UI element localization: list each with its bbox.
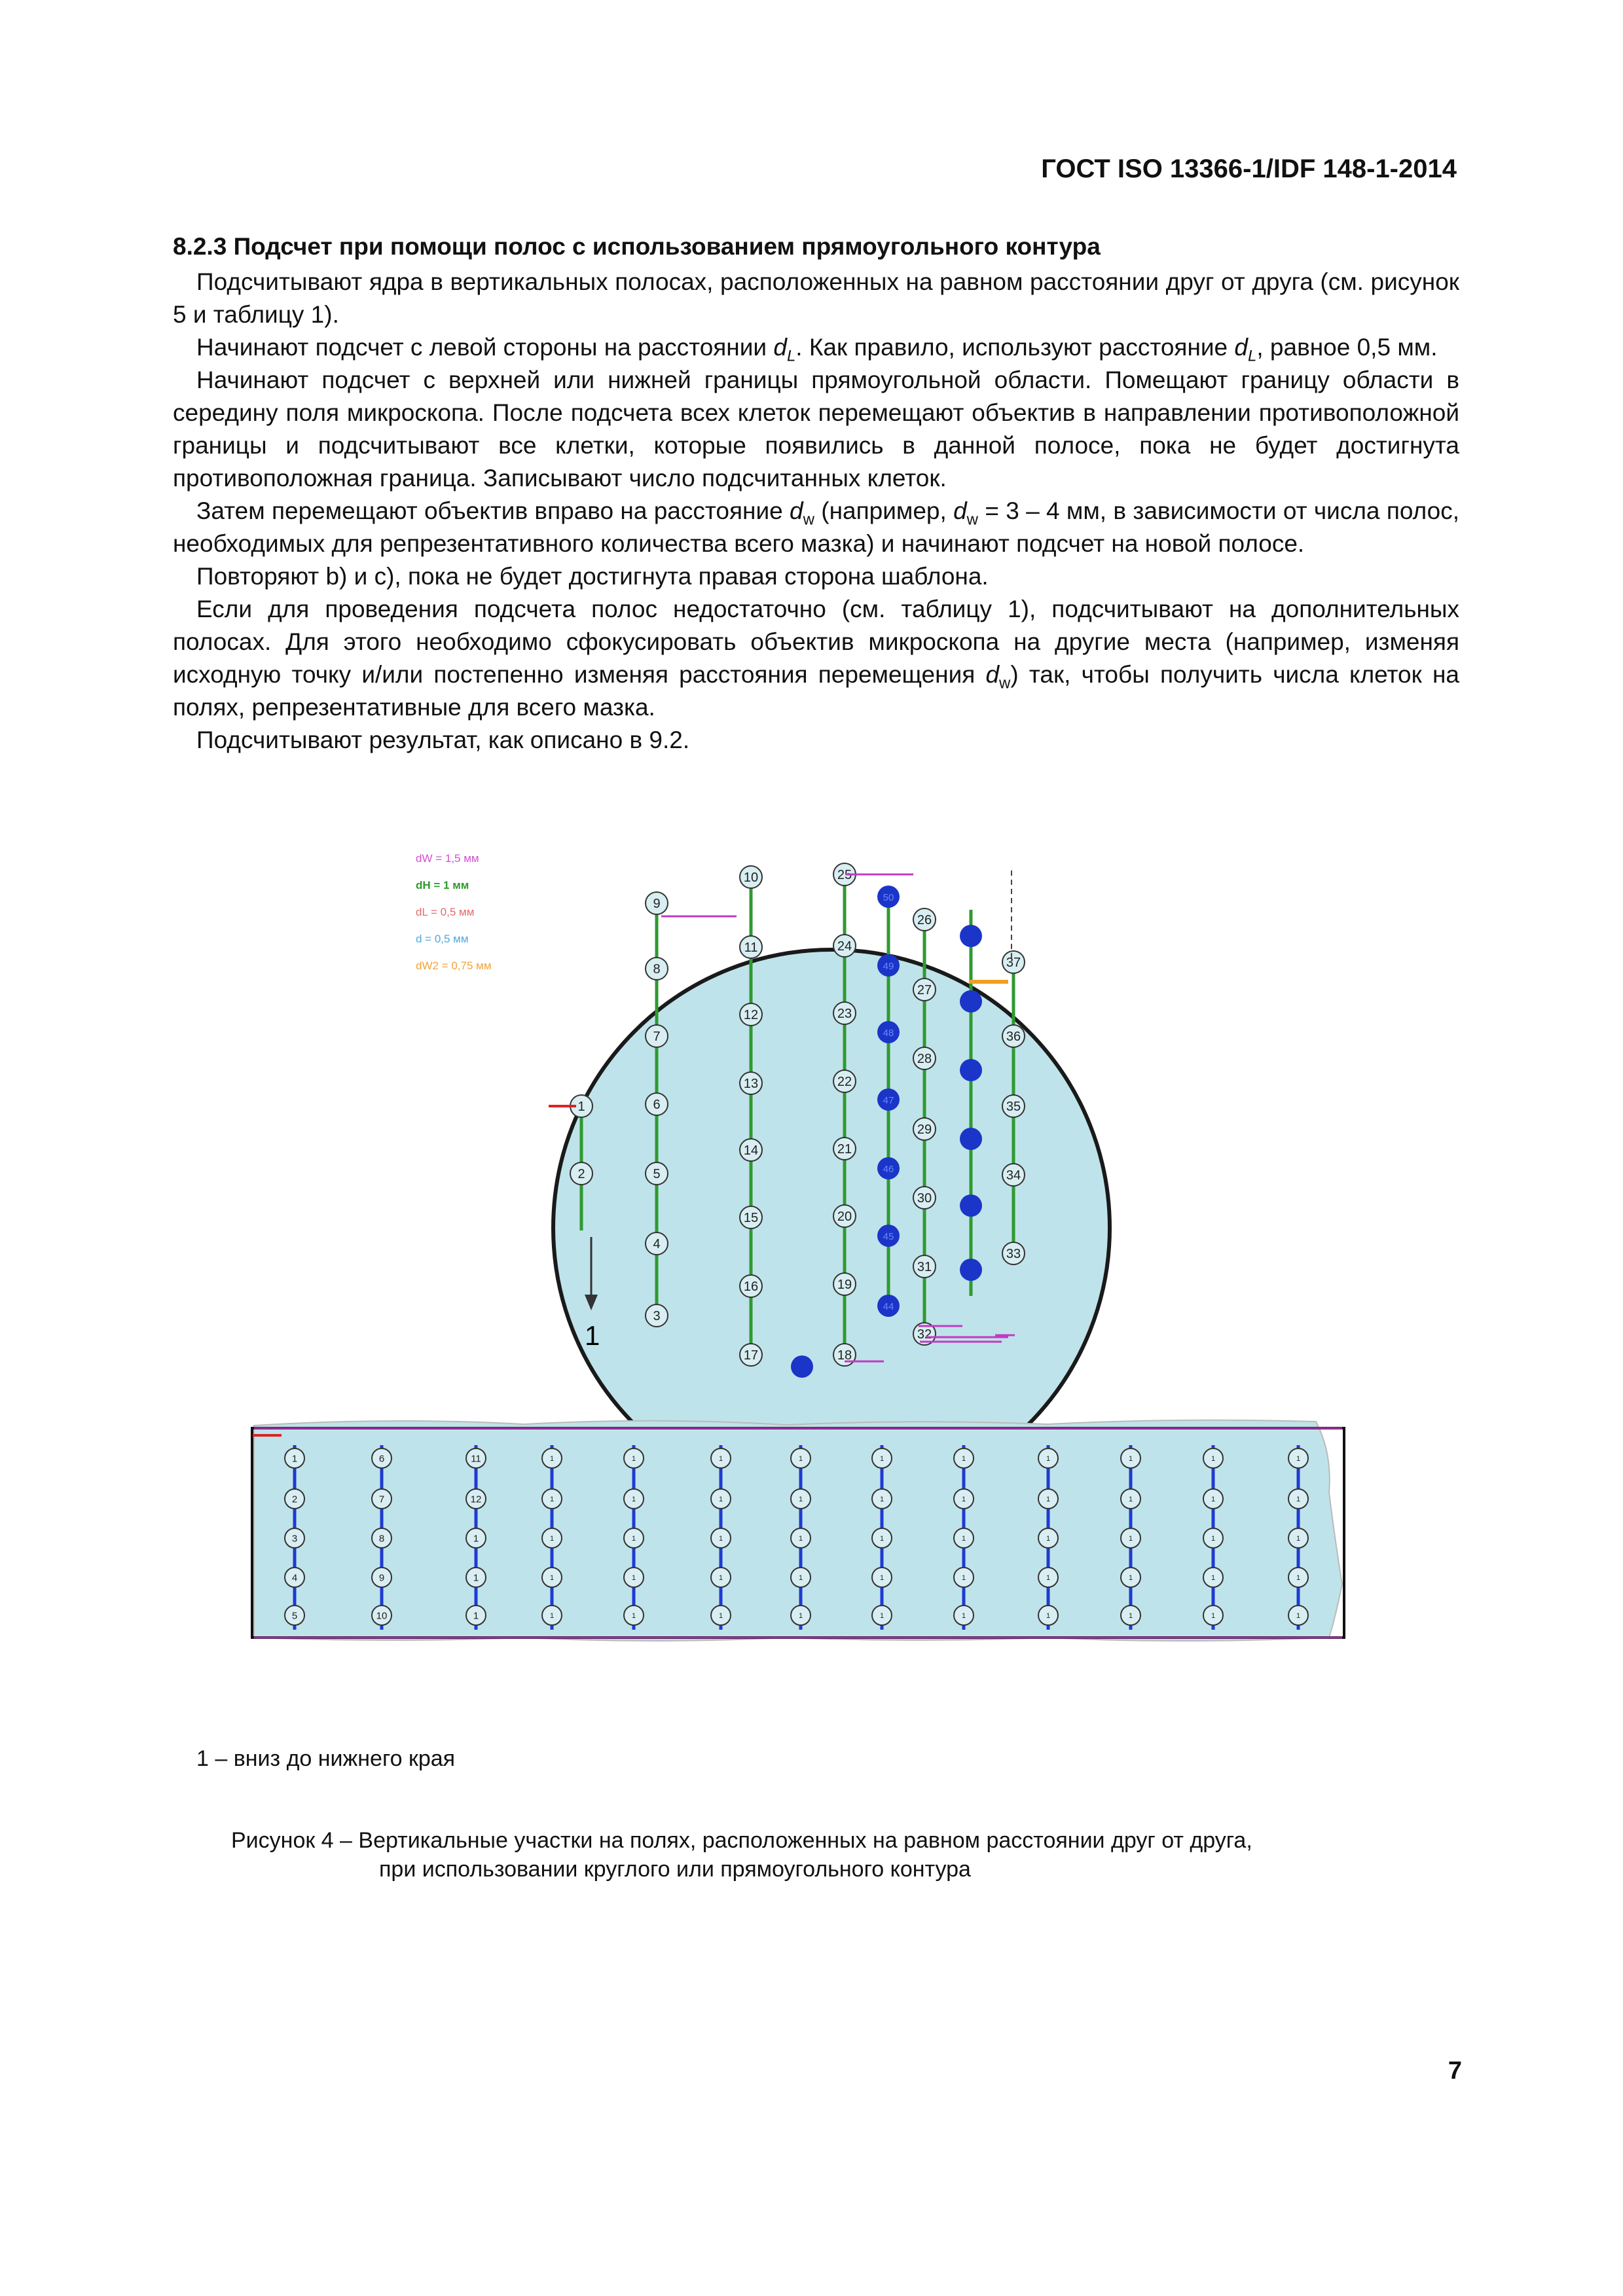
paragraph-4: Затем перемещают объектив вправо на расстояние $d_w$ (например, $d_w = 3 - 4$ мм, в зависимости от числа полос, необходимых для репрезентативного количества всего мазка) и начинают подсчет на новой полосе. [173, 497, 1459, 557]
count-marker-label: 22 [837, 1075, 852, 1090]
count-marker-label: 1 [879, 1495, 884, 1503]
count-marker-label: 1 [718, 1611, 723, 1620]
count-marker-label: 24 [837, 939, 852, 954]
paragraph-6: Если для проведения подсчета полос недостаточно (см. таблицу 1), подсчитывают на дополнительных полосах. Для этого необходимо сфокусировать объектив микроскопа на другие места (например, изменяя исходную точку и/или постепенно изменяя расстояния перемещения $d_w$) так, чтобы получить числа клеток на полях, репрезентативные для всего мазка. [173, 596, 1460, 721]
count-marker-label: 1 [1046, 1573, 1051, 1582]
count-marker-label: 1 [961, 1495, 966, 1503]
count-marker-label: 17 [743, 1348, 759, 1363]
legend-dl: dL = 0,5 мм [416, 906, 475, 918]
count-marker-label: 4 [291, 1572, 298, 1584]
count-marker-label: 1 [1046, 1454, 1051, 1463]
counted-cell-label: 49 [883, 961, 894, 972]
count-marker-label: 30 [917, 1191, 932, 1206]
count-marker-label: 1 [1046, 1611, 1051, 1620]
counted-cell-dot [960, 1059, 982, 1081]
counted-cell-dot [960, 990, 982, 1013]
count-marker-label: 8 [378, 1533, 385, 1545]
counted-cell-label: 46 [883, 1164, 894, 1175]
count-marker-label: 1 [718, 1454, 723, 1463]
count-marker-label: 7 [378, 1494, 385, 1505]
count-marker-label: 1 [1128, 1534, 1133, 1543]
count-marker-label: 1 [718, 1573, 723, 1582]
count-marker-label: 6 [378, 1453, 385, 1465]
count-marker-label: 25 [837, 868, 852, 883]
count-marker-label: 1 [961, 1534, 966, 1543]
count-marker-label: 1 [718, 1495, 723, 1503]
count-marker-label: 1 [577, 1100, 585, 1115]
count-marker-label: 11 [471, 1453, 481, 1465]
paragraph-1: Подсчитывают ядра в вертикальных полосах, расположенных на равном расстоянии друг от друга (см. рисунок 5 и таблицу 1). [173, 268, 1459, 328]
count-marker-label: 1 [798, 1573, 803, 1582]
count-marker-label: 8 [653, 962, 661, 977]
count-marker-label: 1 [631, 1495, 636, 1503]
count-marker-label: 4 [653, 1237, 661, 1252]
count-marker-label: 1 [718, 1534, 723, 1543]
count-marker-label: 1 [1211, 1454, 1216, 1463]
count-marker-label: 12 [470, 1494, 482, 1505]
figure-4 [0, 812, 1623, 1761]
count-marker-label: 13 [743, 1077, 759, 1092]
count-marker-label: 31 [917, 1260, 932, 1275]
count-marker-label: 1 [291, 1453, 298, 1465]
counted-cell-dot [960, 1194, 982, 1217]
section-8-2-3 [173, 230, 1459, 757]
count-marker-label: 1 [631, 1454, 636, 1463]
caption-line-2: при использовании круглого или прямоугольного контура [379, 1857, 971, 1882]
count-marker-label: 16 [743, 1280, 759, 1295]
counted-cell-label: 45 [883, 1231, 894, 1242]
count-marker-label: 10 [376, 1610, 388, 1622]
count-marker-label: 28 [917, 1052, 932, 1067]
paragraph-3: Начинают подсчет с верхней или нижней границы прямоугольной области. Помещают границу области в середину поля микроскопа. После подсчета всех клеток перемещают объектив в направлении противоположной границы и подсчитывают все клетки, которые появились в данной полосе, пока не будет достигнута противоположная граница. Записывают число подсчитанных клеток. [173, 367, 1459, 492]
count-marker-label: 1 [473, 1610, 479, 1622]
count-marker-label: 1 [473, 1533, 479, 1545]
count-marker-label: 1 [1211, 1495, 1216, 1503]
legend-dh: dH = 1 мм [416, 879, 469, 891]
page-number: 7 [1448, 2057, 1462, 2085]
count-marker-label: 7 [653, 1030, 661, 1045]
figure-legend-note: 1 – вниз до нижнего края [196, 1746, 456, 1771]
legend-d: d = 0,5 мм [416, 933, 469, 945]
count-marker-label: 15 [743, 1211, 759, 1226]
count-marker-label: 1 [879, 1534, 884, 1543]
legend-dw: dW = 1,5 мм [416, 852, 479, 865]
counted-cell-label: 50 [883, 892, 894, 903]
count-marker-label: 12 [743, 1008, 759, 1023]
count-marker-label: 1 [631, 1611, 636, 1620]
count-marker-label: 11 [744, 941, 758, 956]
counted-cell-dot [960, 925, 982, 947]
count-marker-label: 1 [549, 1611, 555, 1620]
count-marker-label: 33 [1006, 1247, 1021, 1262]
count-marker-label: 23 [837, 1007, 852, 1022]
count-marker-label: 21 [837, 1142, 852, 1157]
paragraph-2: Начинают подсчет с левой стороны на расстоянии $d_L$. Как правило, используют расстояние $d_L$, равное 0,5 мм. [196, 334, 1438, 365]
count-marker-label: 34 [1006, 1168, 1021, 1183]
count-marker-label: 1 [798, 1495, 803, 1503]
count-marker-label: 1 [798, 1611, 803, 1620]
count-marker-label: 19 [837, 1278, 852, 1293]
count-marker-label: 2 [291, 1494, 298, 1505]
count-marker-label: 1 [1296, 1454, 1301, 1463]
count-marker-label: 1 [549, 1534, 555, 1543]
count-marker-label: 18 [837, 1348, 852, 1363]
count-marker-label: 32 [917, 1327, 932, 1342]
counted-cell-label: 48 [883, 1028, 894, 1039]
count-marker-label: 1 [1046, 1534, 1051, 1543]
count-marker-label: 1 [798, 1534, 803, 1543]
count-marker-label: 1 [1211, 1611, 1216, 1620]
count-marker-label: 9 [653, 897, 661, 912]
count-marker-label: 37 [1006, 956, 1021, 971]
count-marker-label: 2 [577, 1167, 585, 1182]
count-marker-label: 1 [1296, 1573, 1301, 1582]
count-marker-label: 1 [1211, 1573, 1216, 1582]
count-marker-label: 1 [879, 1573, 884, 1582]
count-marker-label: 1 [798, 1454, 803, 1463]
counted-cell-label: 47 [883, 1095, 894, 1106]
count-marker-label: 14 [743, 1143, 759, 1158]
count-marker-label: 1 [961, 1573, 966, 1582]
document-code: ГОСТ ISO 13366-1/IDF 148-1-2014 [1041, 154, 1457, 183]
counted-cell-label: 44 [883, 1301, 894, 1312]
count-marker-label: 27 [917, 983, 932, 998]
count-marker-label: 5 [653, 1167, 661, 1182]
count-marker-label: 35 [1006, 1100, 1021, 1115]
paragraph-7: Подсчитывают результат, как описано в 9.2. [196, 726, 690, 753]
count-marker-label: 1 [1046, 1495, 1051, 1503]
count-marker-label: 1 [1296, 1495, 1301, 1503]
count-marker-label: 1 [631, 1534, 636, 1543]
figure-legend [416, 852, 492, 972]
count-marker-label: 1 [1128, 1611, 1133, 1620]
count-marker-label: 1 [879, 1454, 884, 1463]
counted-cell-dot [960, 1259, 982, 1281]
count-marker-label: 6 [653, 1098, 661, 1113]
legend-dw2: dW2 = 0,75 мм [416, 960, 492, 972]
count-marker-label: 29 [917, 1122, 932, 1138]
count-marker-label: 1 [1128, 1454, 1133, 1463]
count-marker-label: 36 [1006, 1030, 1021, 1045]
count-marker-label: 1 [961, 1454, 966, 1463]
count-marker-label: 1 [961, 1611, 966, 1620]
count-marker-label: 1 [1296, 1534, 1301, 1543]
count-marker-label: 1 [1128, 1495, 1133, 1503]
count-marker-label: 1 [879, 1611, 884, 1620]
count-marker-label: 3 [291, 1533, 298, 1545]
count-marker-label: 26 [917, 913, 932, 928]
count-marker-label: 20 [837, 1210, 852, 1225]
figure-diagram [0, 812, 1623, 1761]
caption-line-1: Рисунок 4 – Вертикальные участки на полях, расположенных на равном расстоянии друг от друга, [231, 1828, 1252, 1853]
count-marker-label: 1 [549, 1454, 555, 1463]
count-marker-label: 3 [653, 1309, 661, 1324]
count-marker-label: 1 [549, 1573, 555, 1582]
counted-cell-dot [791, 1355, 813, 1378]
section-title: 8.2.3 Подсчет при помощи полос с использованием прямоугольного контура [173, 233, 1101, 260]
count-marker-label: 1 [549, 1495, 555, 1503]
count-marker-label: 1 [1211, 1534, 1216, 1543]
figure-caption [231, 1826, 1252, 1884]
paragraph-5: Повторяют b) и c), пока не будет достигнута правая сторона шаблона. [196, 563, 989, 590]
arrow-label: 1 [585, 1320, 600, 1351]
count-marker-label: 1 [473, 1572, 479, 1584]
count-marker-label: 1 [1296, 1611, 1301, 1620]
count-marker-label: 10 [743, 870, 759, 886]
count-marker-label: 5 [291, 1610, 298, 1622]
count-marker-label: 1 [1128, 1573, 1133, 1582]
counted-cell-dot [960, 1128, 982, 1150]
count-marker-label: 9 [378, 1572, 385, 1584]
count-marker-label: 1 [631, 1573, 636, 1582]
